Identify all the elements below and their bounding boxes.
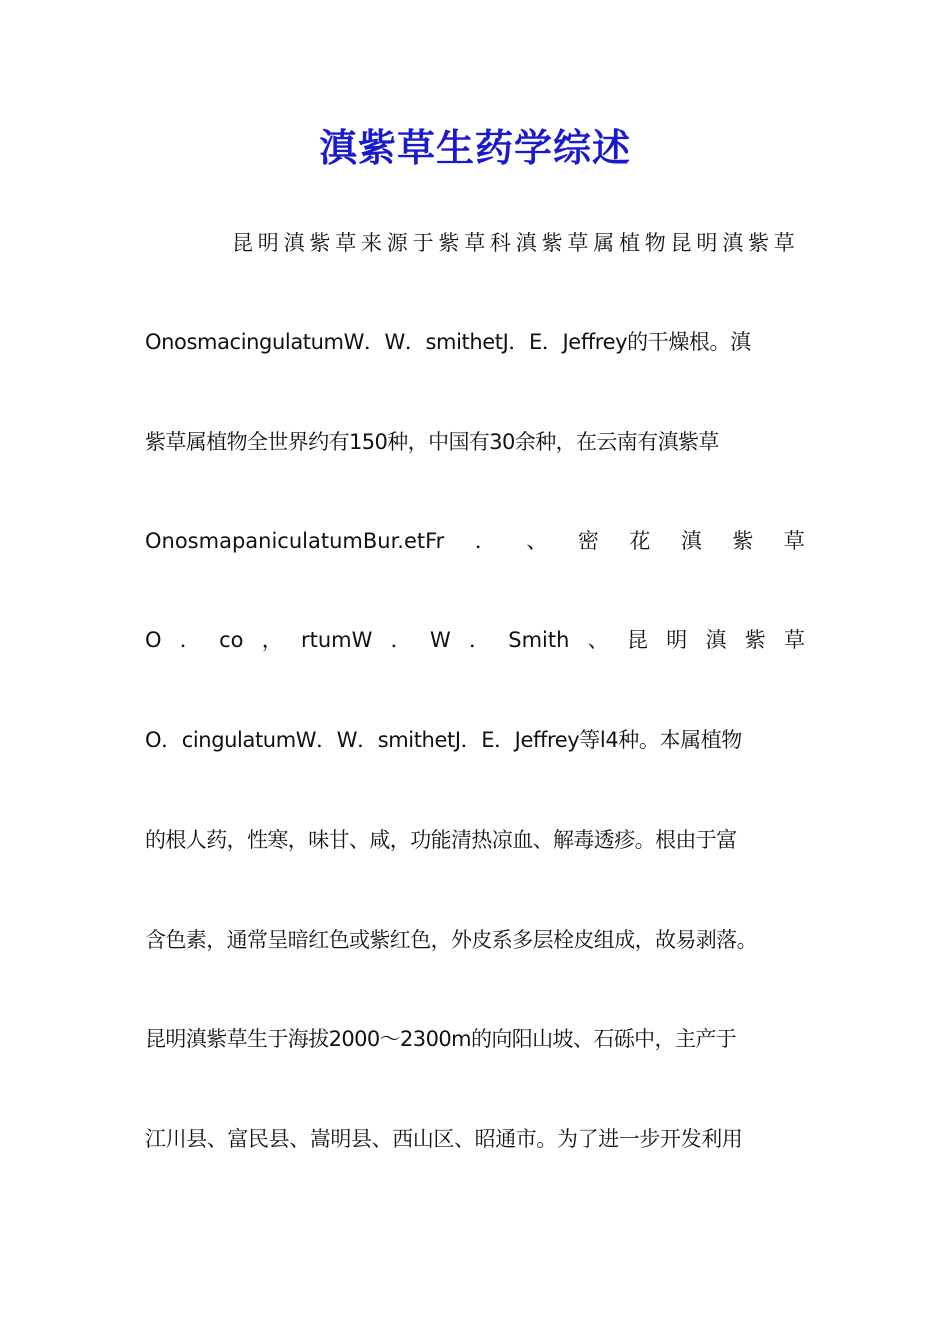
line-4-part: 草: [783, 529, 805, 553]
line-5-part: rtumW: [301, 628, 373, 652]
line-4-part: 紫: [732, 529, 754, 553]
line-5-part: 草: [784, 628, 805, 652]
line-5-part: 、: [587, 628, 609, 652]
line-4-part: ．: [474, 529, 496, 553]
line-5-part: 明: [666, 628, 688, 652]
paragraph-line-9-text: 昆明滇紫草生于海拔2000～2300m的向阳山坡、石砾中，主产于: [145, 1027, 737, 1051]
line-5-part: 紫: [744, 628, 766, 652]
line-4-part: OnosmapaniculatumBur.etFr: [145, 529, 445, 553]
line-5-part: ，: [261, 628, 283, 652]
paragraph-line-9: [145, 1022, 805, 1056]
line-5-part: ．: [179, 628, 201, 652]
document-title: 滇紫草生药学综述: [318, 125, 631, 170]
line-4-part: 花: [629, 529, 651, 553]
line-5-part: 滇: [705, 628, 727, 652]
paragraph-line-1-text: 昆明滇紫草来源于紫草科滇紫草属植物昆明滇紫草: [232, 231, 800, 255]
paragraph-line-1: [232, 226, 805, 260]
line-5-part: 昆: [626, 628, 648, 652]
paragraph-line-3-text: 紫草属植物全世界约有150种，中国有30余种，在云南有滇紫草: [145, 430, 719, 454]
line-5-part: O: [145, 628, 162, 652]
paragraph-line-7-text: 的根人药，性寒，味甘、咸，功能清热凉血、解毒透疹。根由于富: [145, 828, 737, 852]
line-5-part: W: [429, 628, 451, 652]
paragraph-line-10: [145, 1122, 805, 1156]
paragraph-line-4: [145, 524, 805, 558]
line-5-part: ．: [390, 628, 412, 652]
paragraph-line-7: [145, 823, 805, 857]
paragraph-line-3: [145, 425, 805, 459]
paragraph-line-2-text: OnosmacingulatumW．W．smithetJ．E．Jeffrey的干燥根。滇: [145, 330, 751, 354]
paragraph-line-8-text: 含色素，通常呈暗红色或紫红色，外皮系多层栓皮组成，故易剥落。: [145, 928, 757, 952]
paragraph-line-10-text: 江川县、富民县、嵩明县、西山区、昭通市。为了进一步开发利用: [145, 1127, 743, 1151]
paragraph-line-6: [145, 723, 805, 757]
paragraph-line-2: [145, 325, 805, 359]
line-4-part: 滇: [680, 529, 702, 553]
paragraph-line-8: [145, 923, 825, 957]
paragraph-line-5: [145, 623, 805, 657]
paragraph-line-6-text: O．cingulatumW．W．smithetJ．E．Jeffrey等l4种。本属植物: [145, 728, 742, 752]
line-5-part: Smith: [508, 628, 570, 652]
line-4-part: 、: [526, 529, 548, 553]
line-5-part: ．: [468, 628, 490, 652]
line-4-part: 密: [577, 529, 599, 553]
line-5-part: co: [219, 628, 244, 652]
